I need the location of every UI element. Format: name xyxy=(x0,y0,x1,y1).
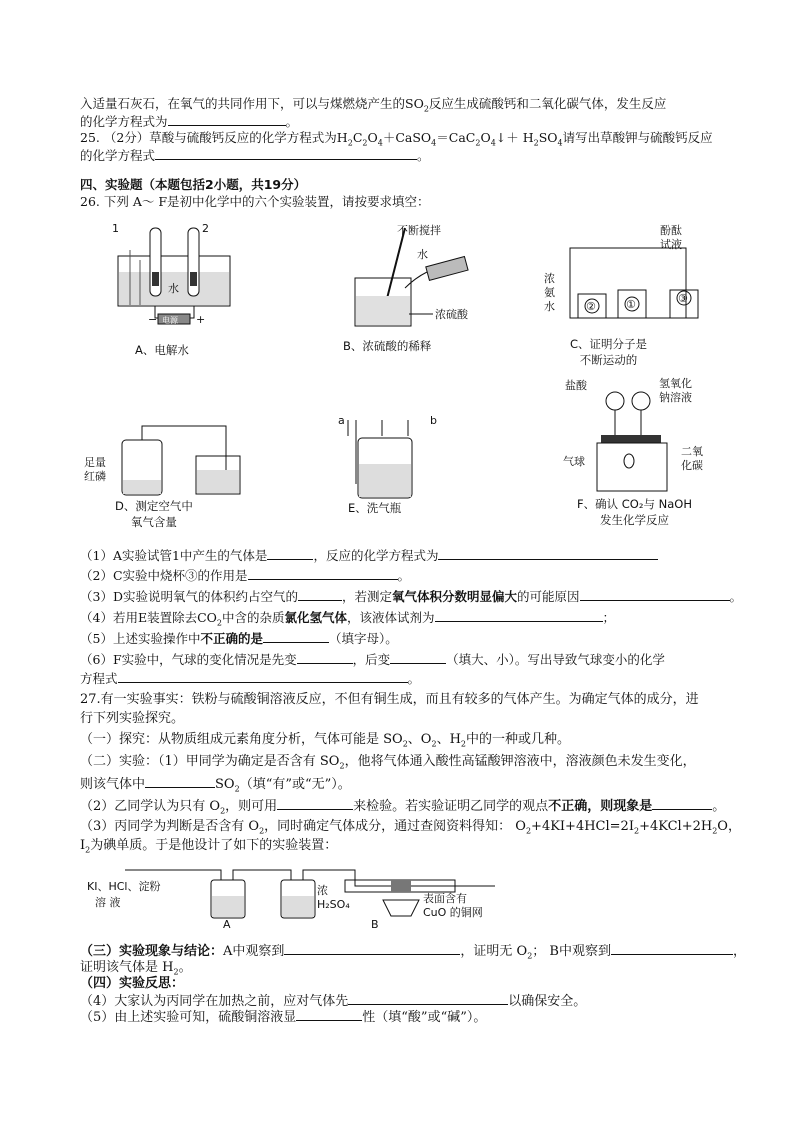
svg-text:二氧: 二氧 xyxy=(681,445,703,458)
answer-blank[interactable] xyxy=(155,147,417,160)
answer-blank[interactable] xyxy=(390,651,446,664)
answer-blank[interactable] xyxy=(267,547,313,560)
answer-blank[interactable] xyxy=(652,797,712,810)
q26-6: （6）F实验中，气球的变化情况是先变 ，后变 （填大、小）。写出导致气球变小的化学 xyxy=(80,652,665,667)
figure-c-molecules xyxy=(540,220,720,330)
answer-blank[interactable] xyxy=(298,588,342,601)
q27-part7: 证明该气体是 $H_2$。 xyxy=(80,960,192,977)
answer-blank[interactable] xyxy=(435,609,603,622)
svg-text:红磷: 红磷 xyxy=(84,470,106,483)
q27-part3: （2）乙同学认为只有 $O_2$，则可用 来检验。若实验证明乙同学的观点不正确，则现象是 。 xyxy=(80,799,726,816)
tube-1-label: 1 xyxy=(112,222,119,235)
q26-5: （5）上述实验操作中不正确的是 （填字母）。 xyxy=(80,631,398,646)
question-25-line2: 的化学方程式 。 xyxy=(80,148,430,163)
q26-2: （2）C实验中烧杯③的作用是 。 xyxy=(80,568,411,583)
q27-intro: 27.有一实验事实：铁粉与硫酸铜溶液反应，不但有铜生成，而且有较多的气体产生。为确定气体的成分，进 xyxy=(80,692,699,707)
q26-6b: 方程式 。 xyxy=(80,671,421,686)
svg-text:水: 水 xyxy=(544,300,555,313)
q27-part10: （5）由上述实验可知，硫酸铜溶液显 性（填“酸”或“碱”）。 xyxy=(80,1010,487,1025)
answer-blank[interactable] xyxy=(297,651,353,664)
q26-4: （4）若用E装置除去$CO_2$中含的杂质氯化氢气体，该液体试剂为 ； xyxy=(80,610,616,628)
svg-text:化碳: 化碳 xyxy=(681,459,703,472)
svg-text:a: a xyxy=(338,414,345,427)
figure-d-caption: D、测定空气中 氧气含量 xyxy=(115,499,193,529)
figure-e-wash-bottle xyxy=(330,412,440,502)
q27-part8: （四）实验反思： xyxy=(80,976,185,991)
water-label: 水 xyxy=(168,282,179,295)
answer-blank[interactable] xyxy=(145,775,215,788)
answer-blank[interactable] xyxy=(248,567,398,580)
question-26: 26. 下列 A～ F是初中化学中的六个实验装置，请按要求填空： xyxy=(80,194,430,209)
q27-part2: （二）实验：（1）甲同学为确定是否含有 $SO_2$，他将气体通入酸性高锰酸钾溶液中，溶液颜色未发生变化， xyxy=(80,754,696,771)
answer-blank[interactable] xyxy=(348,992,508,1005)
tube-2-label: 2 xyxy=(202,222,209,235)
answer-blank[interactable] xyxy=(580,588,730,601)
line-1: 入适量石灰石，在氧气的共同作用下，可以与煤燃烧产生的$SO_2$反应生成硫酸钙和二氧化碳气体，发生反应 xyxy=(80,96,667,114)
q26-3: （3）D实验说明氧气的体积约占空气的 ，若测定氧气体积分数明显偏大的可能原因 。 xyxy=(80,589,743,604)
answer-blank[interactable] xyxy=(263,630,329,643)
question-25: 25. （2分）草酸与硫酸钙反应的化学方程式为$H_2C_2O_4+CaSO_4=CaC_2O_4↓+ H_2SO_4$请写出草酸钾与硫酸钙反应 xyxy=(80,130,713,148)
q26-1: （1）A实验试管1中产生的气体是 ，反应的化学方程式为 xyxy=(80,547,658,564)
svg-text:①: ① xyxy=(626,298,636,311)
q27-part5: $I_2$为碘单质。于是他设计了如下的实验装置： xyxy=(80,838,338,855)
answer-blank[interactable] xyxy=(438,547,658,560)
figure-b-caption: B、浓硫酸的稀释 xyxy=(343,339,432,353)
svg-text:盐酸: 盐酸 xyxy=(565,379,587,392)
svg-text:b: b xyxy=(430,414,437,427)
answer-blank[interactable] xyxy=(118,670,408,683)
svg-text:氢氧化: 氢氧化 xyxy=(659,377,692,390)
figure-e-caption: E、洗气瓶 xyxy=(348,501,402,515)
figure-a-caption: A、电解水 xyxy=(135,343,189,357)
answer-blank[interactable] xyxy=(277,797,353,810)
svg-text:不断搅拌: 不断搅拌 xyxy=(397,224,441,237)
svg-text:氨: 氨 xyxy=(544,286,555,299)
figure-apparatus xyxy=(85,860,495,930)
section-4-heading: 四、实验题（本题包括2小题，共19分） xyxy=(80,177,307,192)
svg-text:②: ② xyxy=(586,300,596,313)
q27-part4: （3）丙同学为判断是否含有 $O_2$，同时确定气体成分，通过查阅资料得知： $O_2+4KI+4HCl=2I_2+4KCl+2H_2O$， xyxy=(80,819,741,836)
figure-b-dilution xyxy=(345,222,485,332)
svg-text:KI、HCl、淀粉: KI、HCl、淀粉 xyxy=(87,880,161,893)
answer-blank[interactable] xyxy=(284,942,460,955)
figure-c-caption: C、证明分子是 不断运动的 xyxy=(570,337,648,367)
svg-text:气球: 气球 xyxy=(563,455,585,468)
svg-text:浓硫酸: 浓硫酸 xyxy=(435,308,468,321)
svg-text:+: + xyxy=(196,313,206,326)
svg-text:酚酞: 酚酞 xyxy=(660,224,682,237)
q27-part9: （4）大家认为丙同学在加热之前，应对气体先 以确保安全。 xyxy=(80,994,587,1009)
answer-blank[interactable] xyxy=(296,1008,362,1021)
svg-text:溶 液: 溶 液 xyxy=(95,896,121,909)
figure-f-co2 xyxy=(555,375,725,495)
figure-f-caption: F、确认 CO₂与 NaOH 发生化学反应 xyxy=(577,497,692,527)
svg-text:CuO 的铜网: CuO 的铜网 xyxy=(423,906,483,919)
figure-d-oxygen xyxy=(80,420,250,500)
svg-text:钠溶液: 钠溶液 xyxy=(659,391,692,404)
q27-part2b: 则该气体中 $SO_2$（填“有”或“无”）。 xyxy=(80,777,351,794)
svg-text:−: − xyxy=(148,313,158,326)
svg-text:B: B xyxy=(371,918,379,930)
power-label: 电源 xyxy=(162,316,178,325)
line-2: 的化学方程式为 。 xyxy=(80,114,299,129)
answer-blank[interactable] xyxy=(611,942,733,955)
svg-text:③: ③ xyxy=(678,292,688,305)
svg-text:试液: 试液 xyxy=(660,238,682,251)
svg-text:浓: 浓 xyxy=(544,272,555,285)
svg-text:水: 水 xyxy=(417,248,428,261)
figure-a-electrolysis xyxy=(110,220,240,330)
svg-text:浓: 浓 xyxy=(317,884,328,897)
svg-text:A: A xyxy=(223,918,231,930)
svg-text:H₂SO₄: H₂SO₄ xyxy=(317,898,350,911)
q27-part1: （一）探究：从物质组成元素角度分析，气体可能是 $SO_2$、$O_2$、$H_2$中的一种或几种。 xyxy=(80,732,571,749)
q27-part6: （三）实验现象与结论：A中观察到 ，证明无 $O_2$； B中观察到 ， xyxy=(80,944,746,961)
svg-text:表面含有: 表面含有 xyxy=(423,892,467,905)
svg-text:足量: 足量 xyxy=(84,456,106,469)
q27-intro2: 行下列实验探究。 xyxy=(80,711,185,726)
answer-blank[interactable] xyxy=(168,113,286,126)
